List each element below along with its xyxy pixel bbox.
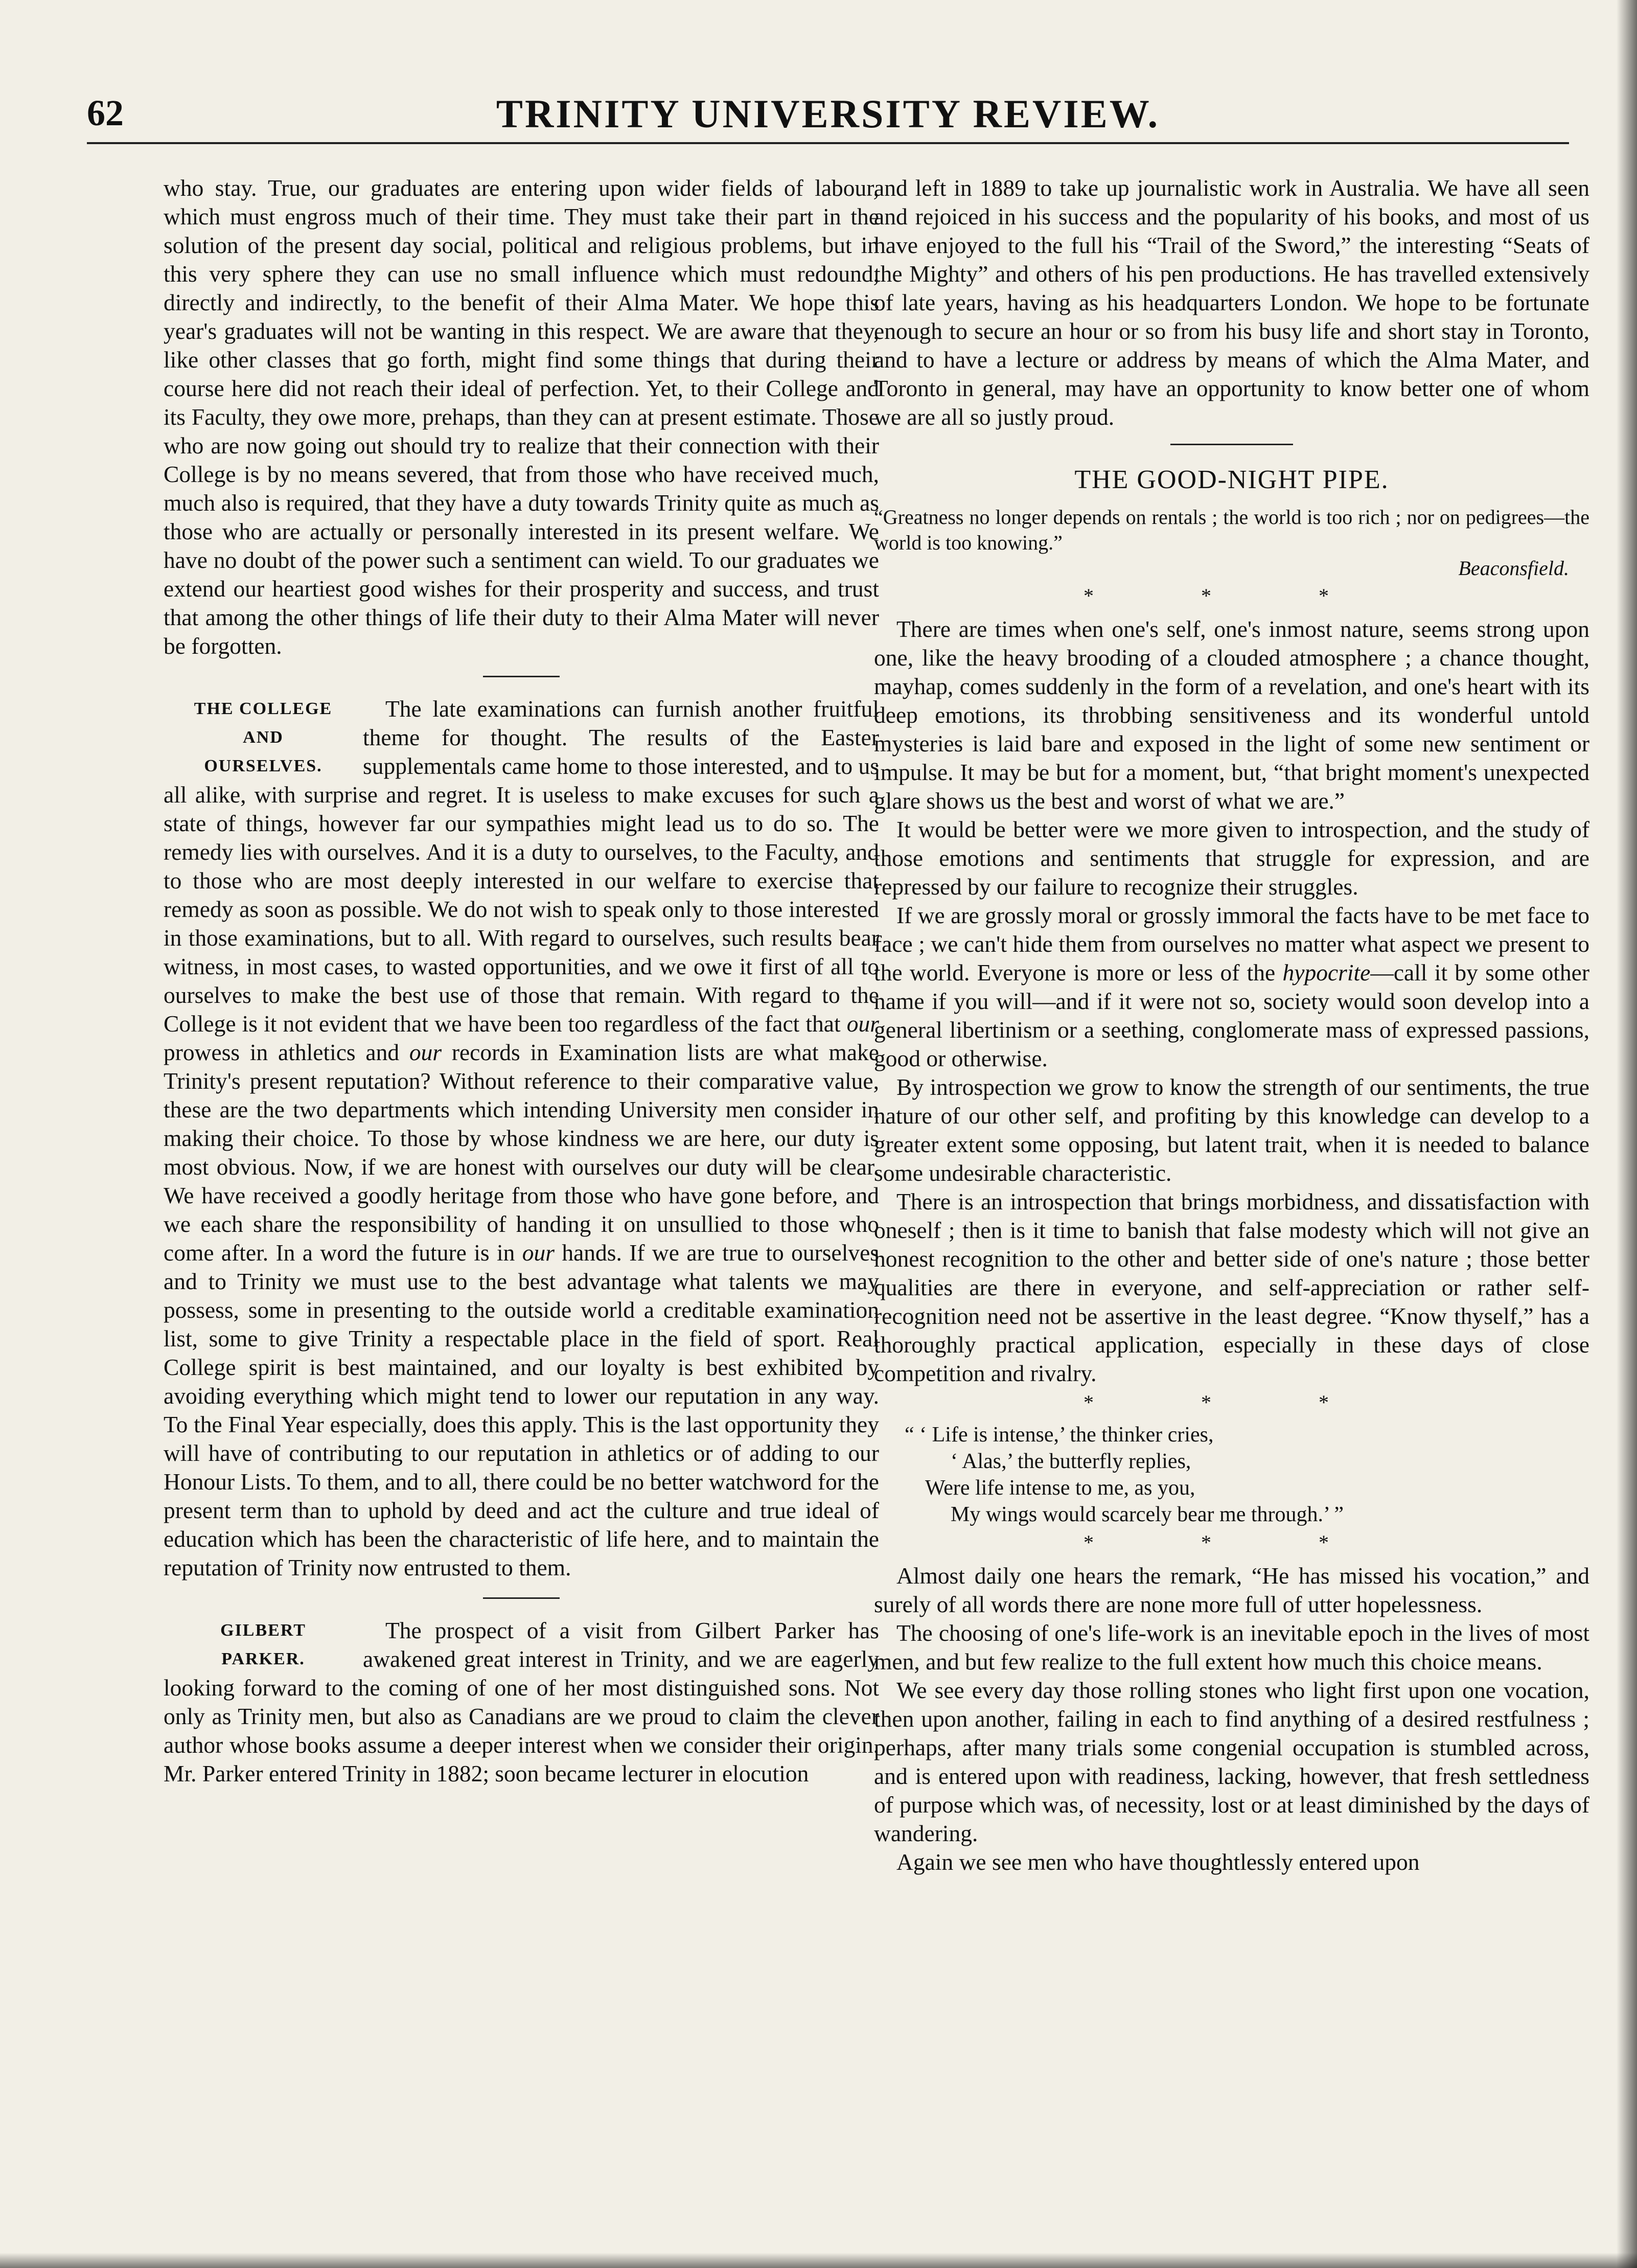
page-header [87,87,1569,143]
article-paragraph: Again we see men who have thoughtlessly entered upon [896,1849,1420,1875]
article-paragraph: Almost daily one hears the remark, “He has missed his vocation,” and surely of all words there are none more full of utter hopelessness. [874,1563,1589,1617]
article-paragraph: There are times when one's self, one's inmost nature, seems strong upon one, like the heavy brooding of a clouded atmosphere ; a chance thought, mayhap, comes suddenly in the form of a revelation, and one's heart with its deep emotions, its throbbing sensitiveness and its wonderful untold mysteries is laid bare and exposed in the light of some new sentiment or impulse. It may be but for a moment, but, “that bright moment's unexpected glare shows us the best and worst of what we are.” [874,616,1589,814]
article-paragraph: There is an introspection that brings morbidness, and dissatisfaction with oneself ; then is it time to banish that false modesty which will not give an honest recognition to the other and better side of one's nature ; those better qualities are there in everyone, and self-appreciation or rather self-recognition need not be assertive in the least degree. “Know thyself,” has a thoroughly practical application, especially in these days of close competition and rivalry. [874,1188,1589,1386]
section-divider [483,676,560,677]
page-number: 62 [87,93,124,133]
right-column [874,174,1589,1876]
article-title: THE GOOD-NIGHT PIPE. [1074,465,1389,494]
epigraph-attribution: Beaconsfield. [1458,557,1569,580]
poem-quotation [874,1422,1589,1528]
poem-line: Were life intense to me, as you, [925,1476,1195,1500]
poem-line: “ ‘ Life is intense,’ the thinker cries, [905,1423,1214,1447]
journal-title: TRINITY UNIVERSITY REVIEW. [496,91,1160,136]
header-rule [87,142,1569,144]
side-heading: GILBERT PARKER. [220,1621,306,1668]
editorial-paragraph: who stay. True, our graduates are entering upon wider fields of labour, which must engross much of their time. They must take their part in the solution of the present day social, political and religious problems, but in this very sphere they can use no small influence which must redound, directly and indirectly, to the benefit of their Alma Mater. We hope this year's graduates will not be wanting in this respect. We are aware that they, like other classes that go forth, might find some things that during their course here did not reach their ideal of perfection. Yet, to their College and its Faculty, they owe more, prehaps, than they can at present estimate. Those who are now going out should try to realize that their connection with their College is by no means severed, that from those who have received much, much also is required, that they have a duty towards Trinity quite as much as those who are actually or personally interested in its present welfare. We have no doubt of the power such a sentiment can wield. To our graduates we extend our heartiest good wishes for their prosperity and success, and trust that among the other things of life their duty to their Alma Mater will never be forgotten. [164,175,879,659]
asterism: * * * [1083,1391,1380,1414]
side-heading: THE COLLEGE AND OURSELVES. [194,699,333,775]
epigraph: “Greatness no longer depends on rentals ; the world is too rich ; nor on pedigrees—the world is too knowing.” [874,506,1589,554]
asterism: * * * [1083,584,1380,607]
article-paragraph: By introspection we grow to know the strength of our sentiments, the true nature of our other self, and profiting by this knowledge can develop to a greater extent some opposing, but latent trait, when it is needed to balance some undesirable characteristic. [874,1074,1589,1186]
asterism: * * * [1083,1531,1380,1554]
article-paragraph: We see every day those rolling stones who light first upon one vocation, then upon another, failing in each to find anything of a desired restfulness ; perhaps, after many trials some congenial occupation is stumbled across, and is entered upon with readiness, lacking, however, that fresh settledness of purpose which was, of necessity, lost or at least diminished by the days of wandering. [874,1677,1589,1846]
continued-paragraph: and left in 1889 to take up journalistic work in Australia. We have all seen and rejoiced in his success and the popularity of his books, and most of us have enjoyed to the full his “Trail of the Sword,” the interesting “Seats of the Mighty” and others of his pen productions. He has travelled extensively of late years, having as his headquarters London. We hope to be fortunate enough to secure an hour or so from his busy life and short stay in Toronto, and to have a lecture or address by means of which the Alma Mater, and Toronto in general, may have an opportunity to know better one of whom we are all so justly proud. [874,175,1589,430]
poem-line: ‘ Alas,’ the butterfly replies, [951,1450,1191,1473]
poem-line: My wings would scarcely bear me through.’ ” [951,1503,1344,1526]
scan-edge-shadow [1617,0,1637,2268]
article-divider [1170,444,1293,445]
section-paragraph: The late examinations can furnish another fruitful theme for thought. The results of the Easter supplementals came home to those interested, and to us all alike, with surprise and regret. It is useless to make excuses for such a state of things, however far our sympathies might lead us to do so. The remedy lies with ourselves. And it is a duty to ourselves, to the Faculty, and to those who are most deeply interested in our welfare to exercise that remedy as soon as possible. We do not wish to speak only to those interested in those examinations, but to all. With regard to ourselves, such results bear witness, in most cases, to wasted opportunities, and we owe it first of all to ourselves to make the best use of those that remain. With regard to the College is it not evident that we have been too regardless of the fact that our prowess in athletics and our records in Examination lists are what make Trinity's present reputation? Without reference to their comparative value, these are the two departments which intending University men consider in making their choice. To those by whose kindness we are here, our duty is most obvious. Now, if we are honest with ourselves our duty will be clear. We have received a goodly heritage from those who have gone before, and we each share the responsibility of handing it on unsullied to those who come after. In a word the future is in our hands. If we are true to ourselves and to Trinity we must use to the best advantage what talents we may possess, some in presenting to the outside world a creditable examination list, some to give Trinity a respectable place in the field of sport. Real College spirit is best maintained, and our loyalty is best exhibited by avoiding everything which might tend to lower our reputation in any way. To the Final Year especially, does this apply. This is the last opportunity they will have of contributing to our reputation in athletics or of adding to our Honour Lists. To them, and to all, there could be no better watchword for the present term than to uphold by deed and act the culture and true ideal of education which has been the characteristic of life here, and to maintain the reputation of Trinity now entrusted to them. [164,696,879,1580]
article-paragraph: If we are grossly moral or grossly immoral the facts have to be met face to face ; we can't hide them from ourselves no matter what aspect we present to the world. Everyone is more or less of the hypocrite—call it by some other name if you will—and if it were not so, society would soon develop into a general libertinism or a seething, conglomerate mass of expressed passions, good or otherwise. [874,902,1589,1071]
scan-edge-shadow-bottom [0,2253,1637,2268]
section-paragraph: The prospect of a visit from Gilbert Parker has awakened great interest in Trinity, and we are eagerly looking forward to the coming of one of her most distinguished sons. Not only as Trinity men, but also as Canadians are we proud to claim the clever author whose books assume a deeper interest when we consider their origin. Mr. Parker entered Trinity in 1882; soon became lecturer in elocution [164,1617,879,1786]
section-gilbert-parker [164,1616,879,1788]
section-divider [483,1597,560,1599]
article-paragraph: It would be better were we more given to introspection, and the study of those emotions and sentiments that struggle for expression, and are repressed by our failure to recognize their struggles. [874,816,1589,900]
section-college-and-ourselves [164,695,879,1582]
article-paragraph: The choosing of one's life-work is an inevitable epoch in the lives of most men, and but few realize to the full extent how much this choice means. [874,1620,1589,1675]
left-column [164,174,879,1788]
